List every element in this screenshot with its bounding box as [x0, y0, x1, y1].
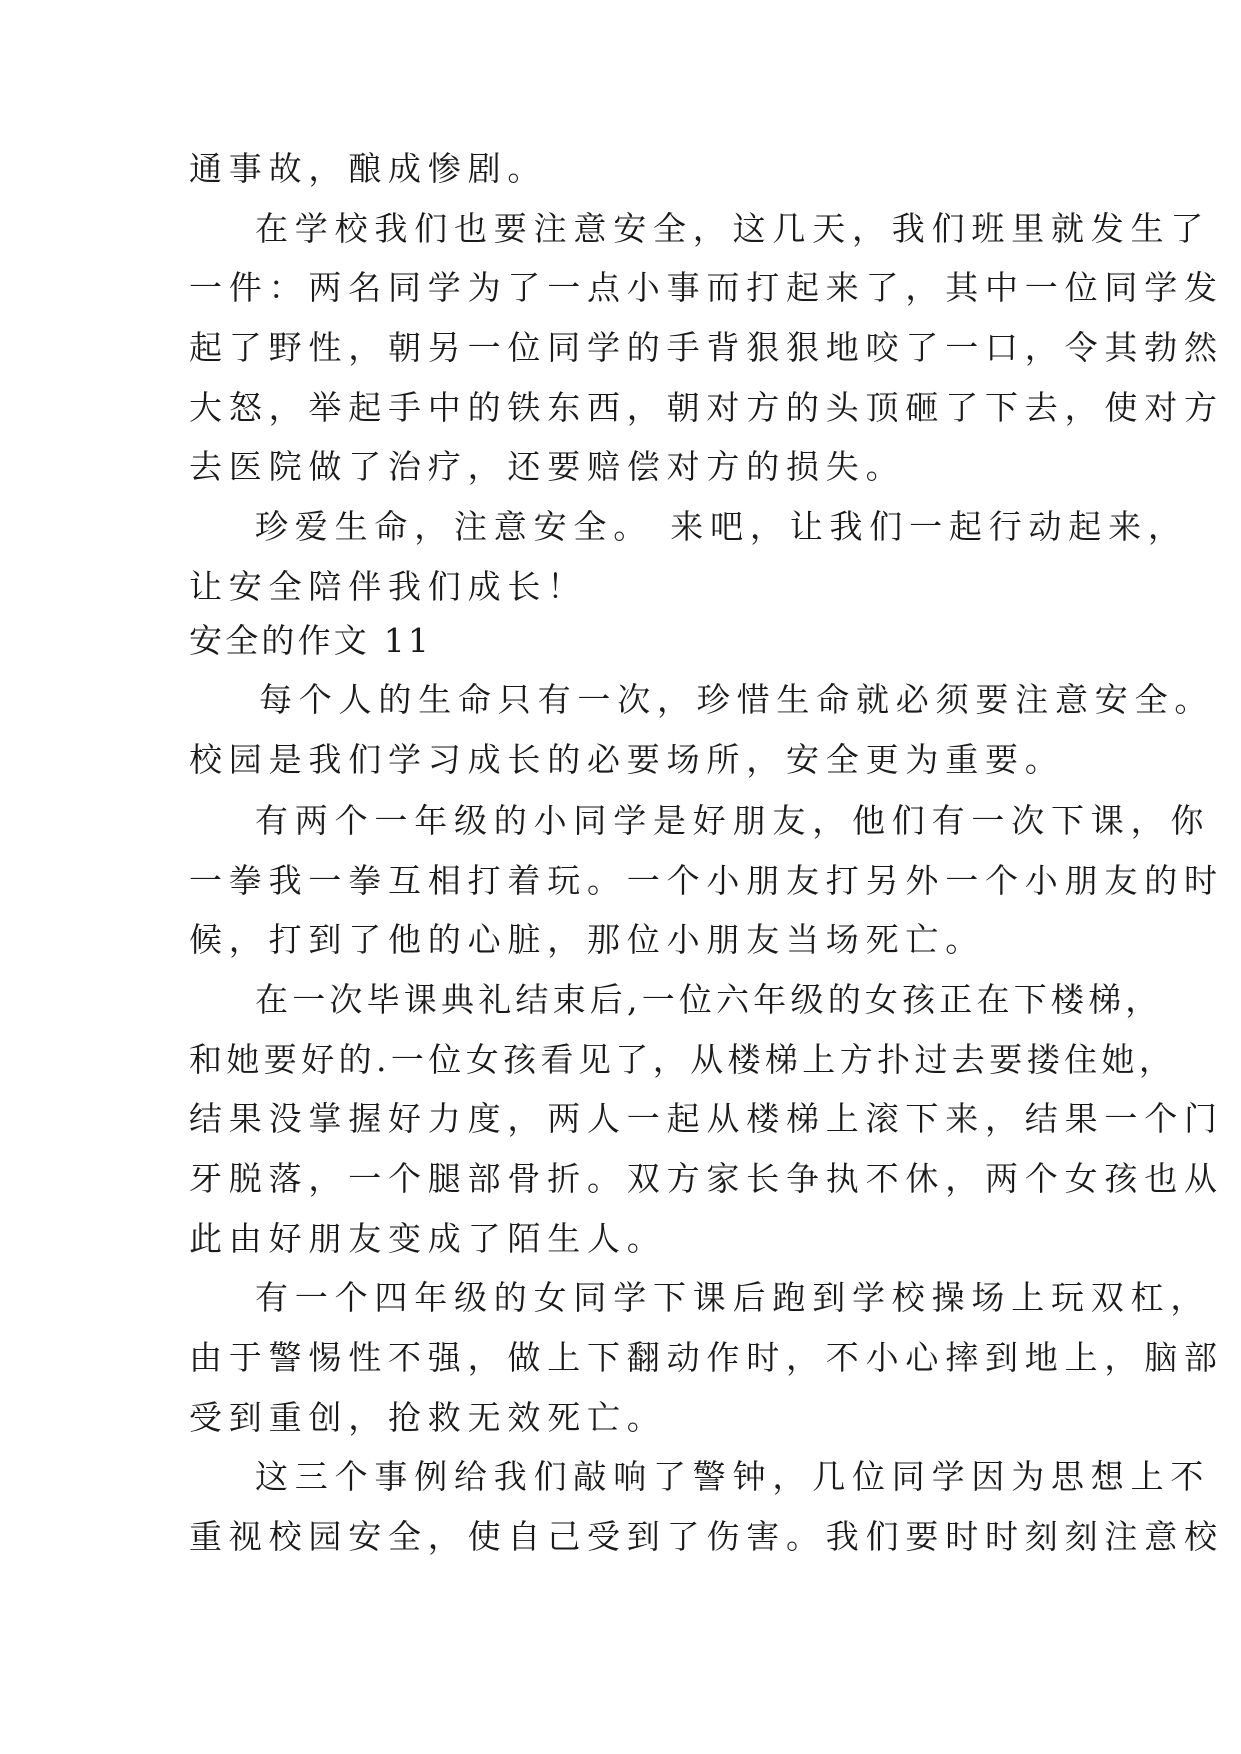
text-line: 每个人的生命只有一次，珍惜生命就必须要注意安全。	[259, 680, 1215, 719]
text-line: 让安全陪伴我们成长！	[189, 567, 587, 606]
text-line: 一拳我一拳互相打着玩。一个小朋友打另外一个小朋友的时	[189, 861, 1224, 900]
text-line: 一件：两名同学为了一点小事而打起来了，其中一位同学发	[189, 268, 1224, 307]
text-line: 校园是我们学习成长的必要场所，安全更为重要。	[189, 740, 1065, 779]
text-line: 在一次毕课典礼结束后,一位六年级的女孩正在下楼梯，	[255, 980, 1163, 1019]
section-heading: 安全的作文 11	[189, 621, 433, 660]
text-line: 起了野性，朝另一位同学的手背狠狠地咬了一口，令其勃然	[189, 328, 1224, 367]
text-line: 结果没掌握好力度，两人一起从楼梯上滚下来，结果一个门	[189, 1099, 1224, 1138]
text-line: 候，打到了他的心脏，那位小朋友当场死亡。	[189, 920, 985, 959]
text-line: 通事故，酿成惨剧。	[189, 149, 548, 188]
text-line: 受到重创，抢救无效死亡。	[189, 1398, 667, 1437]
text-line: 去医院做了治疗，还要赔偿对方的损失。	[189, 447, 906, 486]
text-line: 珍爱生命，注意安全。 来吧，让我们一起行动起来，	[255, 507, 1188, 546]
text-line: 牙脱落，一个腿部骨折。双方家长争执不休，两个女孩也从	[189, 1159, 1224, 1198]
text-line: 大怒，举起手中的铁东西，朝对方的头顶砸了下去，使对方	[189, 388, 1224, 427]
text-line: 有一个四年级的女同学下课后跑到学校操场上玩双杠，	[255, 1278, 1211, 1317]
text-line: 这三个事例给我们敲响了警钟，几位同学因为思想上不	[255, 1457, 1211, 1496]
text-line: 重视校园安全，使自己受到了伤害。我们要时时刻刻注意校	[189, 1517, 1224, 1556]
text-line: 有两个一年级的小同学是好朋友，他们有一次下课，你	[255, 801, 1211, 840]
text-line: 和她要好的.一位女孩看见了，从楼梯上方扑过去要搂住她，	[189, 1040, 1177, 1079]
text-line: 在学校我们也要注意安全，这几天，我们班里就发生了	[255, 209, 1211, 248]
text-line: 由于警惕性不强，做上下翻动作时，不小心摔到地上，脑部	[189, 1338, 1224, 1377]
text-line: 此由好朋友变成了陌生人。	[189, 1219, 667, 1258]
